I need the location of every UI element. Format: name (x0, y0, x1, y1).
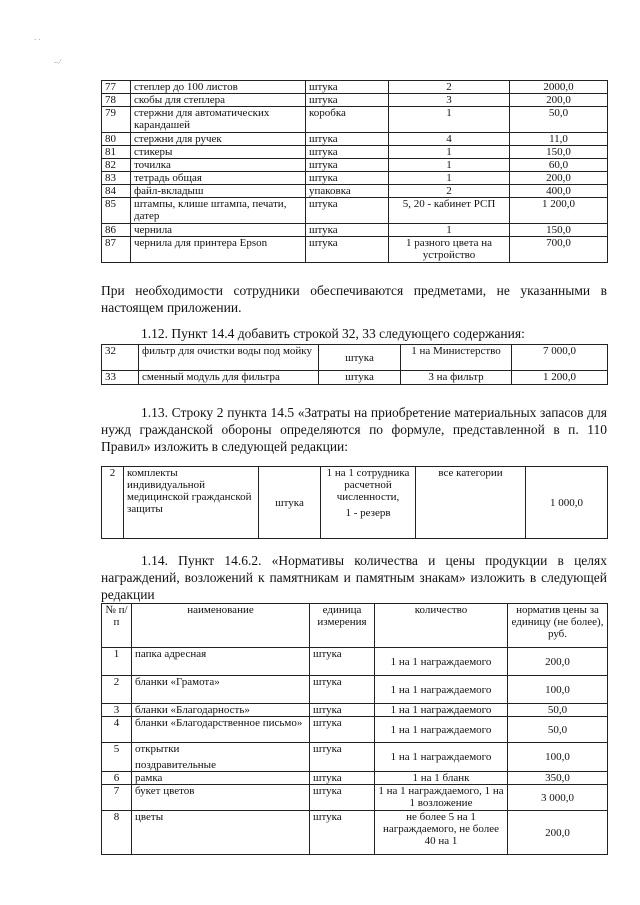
header-name: наименование (132, 604, 310, 648)
cell-number: 77 (102, 81, 131, 94)
header-unit: единица измерения (310, 604, 375, 648)
cell-unit: штука (319, 371, 401, 385)
cell-unit: штука (310, 743, 375, 772)
table-row (102, 237, 608, 263)
table-row (102, 146, 608, 159)
cell-category: все категории (416, 467, 526, 539)
cell-quantity: 1 (389, 146, 510, 159)
cell-quantity: 5, 20 - кабинет РСП (389, 198, 510, 224)
cell-number: 33 (102, 371, 139, 385)
cell-unit: штука (306, 172, 389, 185)
cell-number: 82 (102, 159, 131, 172)
note-paragraph: При необходимости сотрудники обеспечиваются предметами, не указанными в настоящем приложении. (101, 283, 607, 315)
cell-number: 7 (102, 785, 132, 811)
stationery-table (101, 80, 608, 263)
table-row (102, 785, 608, 811)
cell-quantity: 1 на 1 награждаемого (375, 743, 508, 772)
clause-1-12: 1.12. Пункт 14.4 добавить строкой 32, 33 следующего содержания: (141, 326, 525, 341)
cell-unit: штука (306, 159, 389, 172)
cell-name: тетрадь общая (131, 172, 306, 185)
cell-unit: штука (310, 717, 375, 743)
cell-price: 100,0 (508, 676, 608, 704)
table-row (102, 224, 608, 237)
table-row (102, 467, 608, 539)
table-row (102, 81, 608, 94)
quantity-reserve: 1 - резерв (345, 507, 391, 519)
cell-name: рамка (132, 772, 310, 785)
cell-name: фильтр для очистки воды под мойку (139, 345, 319, 371)
cell-number: 32 (102, 345, 139, 371)
cell-price: 1 200,0 (512, 371, 608, 385)
cell-number: 6 (102, 772, 132, 785)
cell-number: 2 (102, 467, 124, 539)
cell-price: 150,0 (510, 146, 608, 159)
cell-number: 79 (102, 107, 131, 133)
cell-name: цветы (132, 811, 310, 855)
cell-unit: штука (310, 704, 375, 717)
cell-number: 81 (102, 146, 131, 159)
cell-quantity: 1 на 1 награждаемого (375, 704, 508, 717)
cell-price: 2000,0 (510, 81, 608, 94)
cell-unit: штука (306, 198, 389, 224)
cell-unit: штука (310, 811, 375, 855)
cell-price: 7 000,0 (512, 345, 608, 371)
cell-price: 200,0 (508, 811, 608, 855)
table-header-row (102, 604, 608, 648)
name-line: открытки (135, 743, 180, 755)
cell-name: файл-вкладыш (131, 185, 306, 198)
table-row (102, 133, 608, 146)
cell-name: бланки «Грамота» (132, 676, 310, 704)
cell-number: 84 (102, 185, 131, 198)
cell-unit: штука (306, 133, 389, 146)
header-price: норматив цены за единицу (не более), руб. (508, 604, 608, 648)
table-row (102, 811, 608, 855)
cell-name: чернила для принтера Epson (131, 237, 306, 263)
cell-price: 200,0 (510, 94, 608, 107)
table-row (102, 185, 608, 198)
clause-1-13: 1.13. Строку 2 пункта 14.5 «Затраты на приобретение материальных запасов для нужд гражданской обороны определяются по формуле, представленной в п. 110 Правил» изложить в следующей редакции: (101, 405, 607, 454)
cell-number: 80 (102, 133, 131, 146)
cell-quantity: 1 на 1 награждаемого (375, 676, 508, 704)
cell-price: 200,0 (508, 648, 608, 676)
cell-quantity: не более 5 на 1 награждаемого, не более 40 на 1 (375, 811, 508, 855)
table-row (102, 676, 608, 704)
scan-mark: – ⁄ (54, 58, 61, 66)
table-row (102, 172, 608, 185)
table-row (102, 371, 608, 385)
cell-price: 200,0 (510, 172, 608, 185)
filter-table (101, 344, 608, 385)
cell-quantity: 2 (389, 185, 510, 198)
cell-quantity: 1 на 1 бланк (375, 772, 508, 785)
cell-quantity: 1 на Министерство (401, 345, 512, 371)
cell-quantity: 1 (389, 224, 510, 237)
cell-unit: штука (310, 676, 375, 704)
cell-name: бланки «Благодарность» (132, 704, 310, 717)
cell-quantity: 1 разного цвета на устройство (389, 237, 510, 263)
cell-quantity (321, 467, 416, 539)
table-row (102, 198, 608, 224)
cell-quantity: 1 на 1 награждаемого (375, 648, 508, 676)
cell-price: 11,0 (510, 133, 608, 146)
cell-price: 50,0 (508, 717, 608, 743)
cell-unit: штука (259, 467, 321, 539)
cell-unit: штука (319, 345, 401, 371)
cell-unit: штука (306, 94, 389, 107)
cell-unit: штука (306, 237, 389, 263)
cell-quantity: 1 (389, 172, 510, 185)
cell-name: скобы для степлера (131, 94, 306, 107)
cell-unit: штука (310, 648, 375, 676)
quantity-main: 1 на 1 сотрудника расчетной численности, (326, 467, 410, 503)
cell-price: 100,0 (508, 743, 608, 772)
cell-price: 1 200,0 (510, 198, 608, 224)
cell-name: штампы, клише штампа, печати, датер (131, 198, 306, 224)
cell-unit: штука (306, 81, 389, 94)
cell-number: 85 (102, 198, 131, 224)
table-row (102, 107, 608, 133)
cell-unit: штука (310, 785, 375, 811)
cell-name: стикеры (131, 146, 306, 159)
cell-number: 1 (102, 648, 132, 676)
cell-number: 4 (102, 717, 132, 743)
cell-number: 5 (102, 743, 132, 772)
cell-quantity: 4 (389, 133, 510, 146)
cell-number: 78 (102, 94, 131, 107)
table-row (102, 772, 608, 785)
cell-quantity: 1 (389, 159, 510, 172)
cell-unit: штука (306, 146, 389, 159)
header-number: № п/п (102, 604, 132, 648)
cell-quantity: 3 (389, 94, 510, 107)
table-row (102, 704, 608, 717)
cell-price: 700,0 (510, 237, 608, 263)
cell-unit: штука (310, 772, 375, 785)
cell-unit: штука (306, 224, 389, 237)
cell-price: 400,0 (510, 185, 608, 198)
cell-quantity: 1 на 1 награждаемого, 1 на 1 возложение (375, 785, 508, 811)
cell-number: 86 (102, 224, 131, 237)
cell-name: степлер до 100 листов (131, 81, 306, 94)
cell-unit: упаковка (306, 185, 389, 198)
cell-quantity: 1 (389, 107, 510, 133)
cell-name (132, 743, 310, 772)
cell-number: 2 (102, 676, 132, 704)
scan-mark: · · (34, 36, 41, 44)
cell-number: 83 (102, 172, 131, 185)
cell-price: 50,0 (510, 107, 608, 133)
header-quantity: количество (375, 604, 508, 648)
table-row (102, 345, 608, 371)
civil-defense-table (101, 466, 608, 539)
cell-price: 50,0 (508, 704, 608, 717)
clause-1-14: 1.14. Пункт 14.6.2. «Нормативы количества и цены продукции в целях награждений, возложений к памятникам и памятным знакам» изложить в следующей редакции (101, 553, 607, 602)
cell-name: сменный модуль для фильтра (139, 371, 319, 385)
cell-quantity: 1 на 1 награждаемого (375, 717, 508, 743)
cell-name: чернила (131, 224, 306, 237)
cell-price: 150,0 (510, 224, 608, 237)
cell-name: комплекты индивидуальной медицинской гражданской защиты (124, 467, 259, 539)
name-line: поздравительные (135, 759, 216, 771)
cell-number: 87 (102, 237, 131, 263)
cell-price: 1 000,0 (526, 467, 608, 539)
cell-price: 3 000,0 (508, 785, 608, 811)
table-row (102, 94, 608, 107)
table-row (102, 717, 608, 743)
cell-name: папка адресная (132, 648, 310, 676)
award-table (101, 603, 608, 855)
table-row (102, 648, 608, 676)
cell-name: точилка (131, 159, 306, 172)
cell-number: 3 (102, 704, 132, 717)
cell-number: 8 (102, 811, 132, 855)
cell-name: стержни для автоматических карандашей (131, 107, 306, 133)
cell-name: букет цветов (132, 785, 310, 811)
table-row (102, 743, 608, 772)
cell-unit: коробка (306, 107, 389, 133)
cell-name: бланки «Благодарственное письмо» (132, 717, 310, 743)
cell-name: стержни для ручек (131, 133, 306, 146)
cell-quantity: 3 на фильтр (401, 371, 512, 385)
cell-price: 60,0 (510, 159, 608, 172)
cell-quantity: 2 (389, 81, 510, 94)
cell-price: 350,0 (508, 772, 608, 785)
table-row (102, 159, 608, 172)
